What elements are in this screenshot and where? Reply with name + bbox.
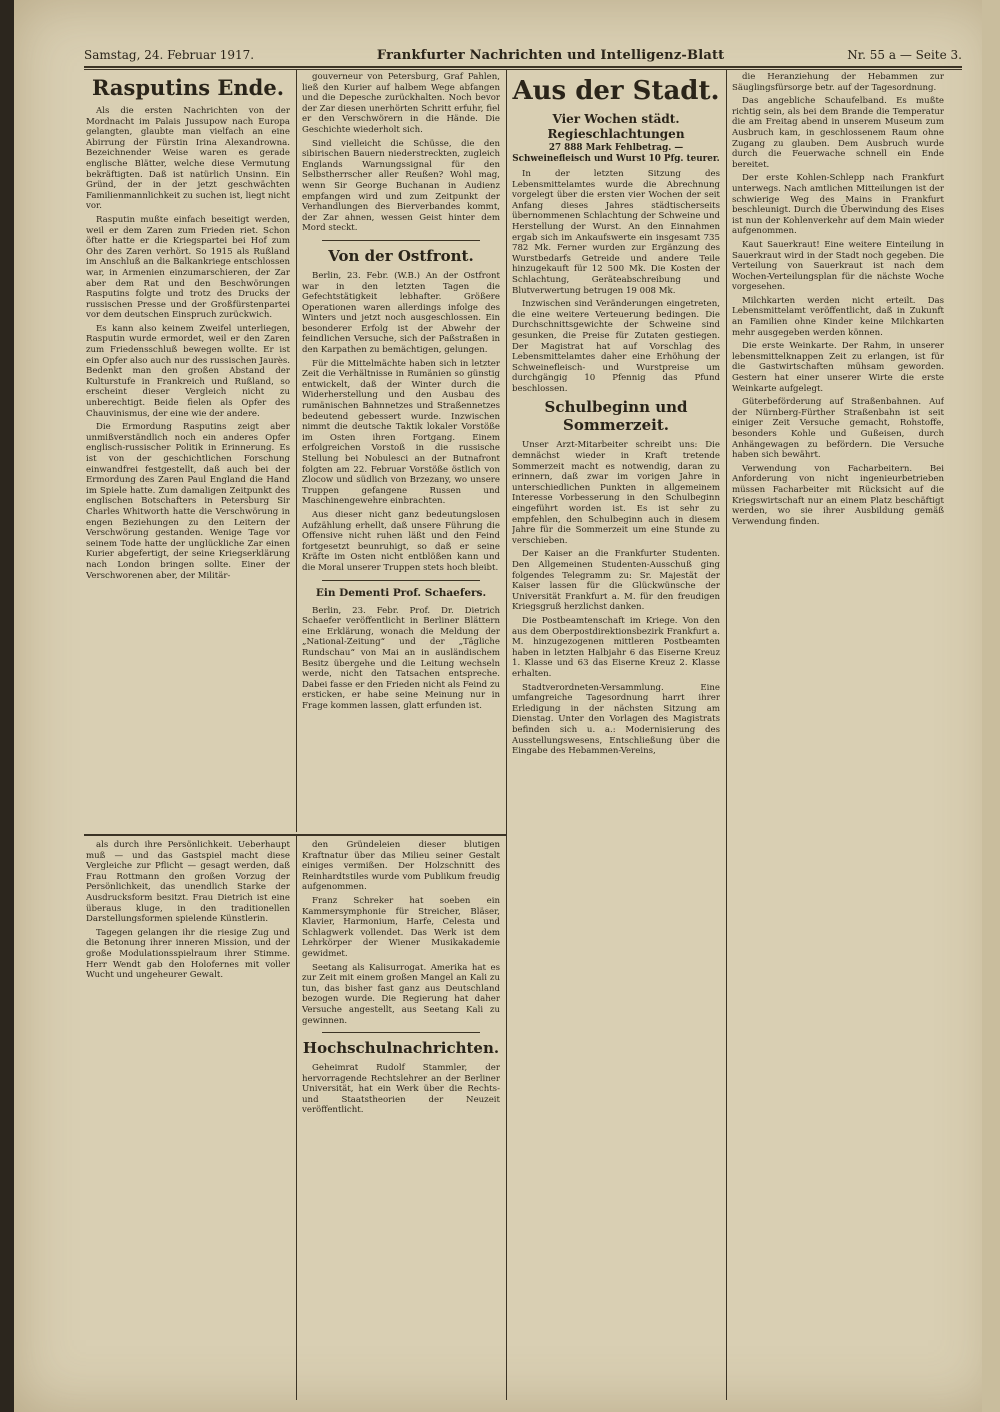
article-paragraph: Rasputin mußte einfach beseitigt werden, weil er dem Zaren zum Frieden riet. Schon öfter hatte er die Kriegspartei bei Hof zum Ohr des Zaren verhört. So 1915 als Rußland im Anschluß an die Balkankriege entschlossen war, in Armenien einzumarschieren, der Zar aber dem Rat und den Beschwörungen Rasputins folgte und trotz des Drucks der russischen Presse und der Großfürstenpartei vor dem deutschen Einspruch zurückwich.: [86, 214, 290, 321]
article-paragraph: Berlin, 23. Febr. Prof. Dr. Dietrich Schaefer veröffentlicht in Berliner Blättern eine Erklärung, wonach die Meldung der „National-Zeitung“ und der „Tägliche Rundschau“ von Mai an in ausländischem Besitz übergehe und die Leitung wechseln werde, nicht den Tatsachen entspreche. Dabei fasse er den Frieden nicht als Feind zu ersticken, er habe seine Meinung nur in Frage kommen lassen, glatt erfunden ist.: [302, 605, 500, 711]
feuilleton-left: [86, 840, 290, 1396]
article-paragraph: Geheimrat Rudolf Stammler, der hervorragende Rechtslehrer an der Berliner Universität, hat ein Werk über die Rechts- und Staatstheorien der Neuzeit veröffentlicht.: [302, 1063, 500, 1116]
feuilleton-right: [302, 840, 500, 1396]
section-separator: [322, 580, 480, 581]
feuilleton-rule: [84, 834, 506, 836]
article-paragraph: die Heranziehung der Hebammen zur Säuglingsfürsorge betr. auf der Tagesordnung.: [732, 72, 944, 93]
article-paragraph: Stadtverordneten-Versammlung. Eine umfangreiche Tagesordnung harrt ihrer Erledigung in der nächsten Sitzung am Dienstag. Unter den Vorlagen des Magistrats befinden sich u. a.: Modernisierung des Ausstellungswesens, Entschließung über die Eingabe des Hebammen-Vereins,: [512, 682, 720, 757]
article-paragraph: Der erste Kohlen-Schlepp nach Frankfurt unterwegs. Nach amtlichen Mitteilungen ist der schwierige Weg des Mains in Frankfurt beschleunigt. Durch die Überwindung des Eises ist nun der Kohlenverkehr auf dem Main wieder aufgenommen.: [732, 173, 944, 237]
book-spine: [0, 0, 14, 1412]
article-title: Hochschulnachrichten.: [302, 1039, 500, 1058]
page-edge: [982, 0, 1000, 1412]
article-paragraph: Kaut Sauerkraut! Eine weitere Einteilung in Sauerkraut wird in der Stadt noch gegeben. Die Verteilung von Sauerkraut ist nach dem Wochen-Verteilungsplan für die nächste Woche vorgesehen.: [732, 239, 944, 293]
article-paragraph: Milchkarten werden nicht erteilt. Das Lebensmittelamt veröffentlicht, daß in Zukunft an Familien ohne Kinder keine Milchkarten mehr ausgegeben werden können.: [732, 295, 944, 338]
page-header: [84, 44, 962, 68]
section-separator: [322, 240, 480, 241]
article-paragraph: Güterbeförderung auf Straßenbahnen. Auf der Nürnberg-Fürther Straßenbahn ist seit einiger Zeit Versuche gemacht, Rohstoffe, besonders Kohle und Gußeisen, durch Anhängewagen zu befördern. Die Versuche haben sich bewährt.: [732, 397, 944, 461]
article-paragraph: Es kann also keinem Zweifel unterliegen, Rasputin wurde ermordet, weil er den Zaren zum Friedensschluß bewegen wollte. Er ist ein Opfer also auch nur des russischen Jaurès. Bedenkt man den großen Abstand der Kulturstufe in Frankreich und Rußland, so erscheint dieser Vergleich nicht zu unberechtigt. Beide fielen als Opfer des Chauvinismus, der eine wie der andere.: [86, 323, 290, 419]
article-title: Ein Dementi Prof. Schaefers.: [315, 586, 487, 599]
article-paragraph: gouverneur von Petersburg, Graf Pahlen, ließ den Kurier auf halbem Wege abfangen und die Depesche zurückhalten. Noch bevor der Zar diesen unerhörten Schritt erfuhr, fiel er den Verschwörern in die Hände. Die Geschichte wiederholt sich.: [302, 72, 500, 135]
article-paragraph: Die Ermordung Rasputins zeigt aber unmißverständlich noch ein anderes Opfer englisch-russischer Politik in Erinnerung. Es ist von der geschichtlichen Forschung einwandfrei festgestellt, daß auch bei der Ermordung des Zaren Paul England die Hand im Spiele hatte. Zum damaligen Zeitpunkt des englischen Botschafters in Petersburg Sir Charles Whitworth hatte die Verschwörung in engen Beziehungen zu den Leitern der Verschwörung gestanden. Wenige Tage vor seinem Tode hatte der unglückliche Zar einen Kurier abgefertigt, der seine Kriegserklärung nach London bringen sollte. Einer der Verschworenen aber, der Militär-: [86, 422, 290, 581]
article-title: Von der Ostfront.: [328, 246, 474, 265]
article-paragraph: Der Kaiser an die Frankfurter Studenten. Den Allgemeinen Studenten-Ausschuß ging folgendes Telegramm zu: Sr. Majestät der Kaiser lassen für die Glückwünsche der Universität Frankfurt a. M. für den freudigen Kriegsgruß herzlichst danken.: [512, 549, 720, 613]
article-paragraph: Tagegen gelangen ihr die riesige Zug und die Betonung ihrer inneren Mission, und der große Modulationsspielraum ihrer Stimme. Herr Wendt gab den Holofernes mit voller Wucht und ungeheurer Gewalt.: [86, 927, 290, 981]
section-title: Aus der Stadt.: [512, 76, 720, 106]
article-paragraph: Für die Mittelmächte haben sich in letzter Zeit die Verhältnisse in Rumänien so günstig entwickelt, daß der Winter durch die Widerherstellung und den Ausbau des rumänischen Bahnnetzes und Straßennetzes bedeutend gebessert wurde. Inzwischen nimmt die deutsche Taktik lokaler Vorstöße im Osten ihren Fortgang. Einem erfolgreichen Vorstoß in die russische Stellung bei Nobulesci an der Butnafront folgten am 22. Februar Vorstöße östlich von Zlocow und südlich von Brzezany, wo unsere Truppen gefangene Russen und Maschinengewehre einbrachten.: [302, 358, 500, 507]
section-aus-der-stadt: [512, 72, 720, 1400]
article-paragraph: Verwendung von Facharbeitern. Bei Anforderung von nicht ingenieurbetrieben müssen Facharbeiter mit Rücksicht auf die Kriegswirtschaft nur an einem Platz beschäftigt werden, wo sie ihrer Ausbildung gemäß Verwendung finden.: [732, 463, 944, 527]
article-paragraph: den Gründeleien dieser blutigen Kraftnatur über das Milieu seiner Gestalt einiges vermißen. Der Holzschnitt des Reinhardtstiles wurde vom Publikum freudig aufgenommen.: [302, 840, 500, 893]
article-title: Rasputins Ende.: [91, 75, 285, 100]
header-paper-name: Frankfurter Nachrichten und Intelligenz-Blatt: [376, 47, 725, 63]
column-divider: [506, 70, 507, 1400]
newspaper-page: [14, 0, 1000, 1412]
article-paragraph: Franz Schreker hat soeben ein Kammersymphonie für Streicher, Bläser, Klavier, Harmonium, Harfe, Celesta und Schlagwerk vollendet. Das Werk ist dem Lehrkörper der Wiener Musikakademie gewidmet.: [302, 895, 500, 959]
article-paragraph: Die erste Weinkarte. Der Rahm, in unserer lebensmittelknappen Zeit zu erlangen, ist für die Gastwirtschaften mühsam geworden. Gestern hat einer unserer Wirte die erste Weinkarte aufgelegt.: [732, 341, 944, 394]
article-subline: 27 888 Mark Fehlbetrag. — Schweinefleisch und Wurst 10 Pfg. teurer.: [512, 143, 720, 164]
article-paragraph: Die Postbeamtenschaft im Kriege. Von den aus dem Oberpostdirektionsbezirk Frankfurt a. M. hinzugezogenen mittleren Postbeamten haben in letzten Halbjahr 6 das Eiserne Kreuz 1. Klasse und 63 das Eiserne Kreuz 2. Klasse erhalten.: [512, 615, 720, 679]
article-paragraph: Als die ersten Nachrichten von der Mordnacht im Palais Jussupow nach Europa gelangten, glaubte man vielfach an eine Abirrung der Fürstin Irina Alexandrowna. Bezeichnender Weise waren es gerade englische Blätter, welche diese Vermutung bekräftigten. Daß ist natürlich Unsinn. Ein Gründ, der in der jetzt geschwächten Familienmannlichkeit zu suchen ist, liegt nicht vor.: [86, 106, 290, 212]
article-paragraph: In der letzten Sitzung des Lebensmittelamtes wurde die Abrechnung vorgelegt über die ersten vier Wochen der seit Anfang dieses Jahres städtischerseits übernommenen Schlachtung der Schweine und Herstellung der Wurst. An den Einnahmen ergab sich im Ankaufswerte ein insgesamt 735 782 Mk. Ferner wurden zur Ergänzung des Wurstbedarfs Getreide und andere Teile hinzugekauft für 12 500 Mk. Die Kosten der Schlachtung, Geräteabschreibung und Blutverwertung betrugen 19 008 Mk.: [512, 169, 720, 296]
article-paragraph: Aus dieser nicht ganz bedeutungslosen Aufzählung erhellt, daß unsere Führung die Offensive nicht ruhen läßt und den Feind fortgesetzt beunruhigt, so daß er seine Kräfte im Osten nicht entblößen kann und die Moral unserer Truppen stets hoch bleibt.: [302, 509, 500, 573]
section-separator: [322, 1032, 480, 1033]
column-divider: [726, 70, 727, 1400]
article-paragraph: Inzwischen sind Veränderungen eingetreten, die eine weitere Verteuerung bedingen. Die Durchschnittsgewichte der Schweine sind gesunken, die Preise für Zutaten gestiegen. Der Magistrat hat auf Vorschlag des Lebensmittelamtes daher eine Erhöhung der Schweinefleisch- und Wurstpreise um durchgängig 10 Pfennig das Pfund beschlossen.: [512, 299, 720, 394]
column-two: [302, 72, 500, 830]
column-four: [732, 72, 944, 1400]
article-paragraph: Das angebliche Schaufelband. Es mußte richtig sein, als bei dem Brande die Temperatur die am Freitag abend in unserem Museum zum Ausbruch kam, in geschlossenem Raum ohne Zugang zu glauben. Dem Ausbruch wurde durch die Feuerwache schnell ein Ende bereitet.: [732, 96, 944, 170]
article-title: Schulbeginn und Sommerzeit.: [544, 398, 688, 435]
header-date: Samstag, 24. Februar 1917.: [84, 48, 255, 62]
header-rule: [84, 69, 962, 70]
column-divider: [296, 70, 297, 832]
article-subtitle: Vier Wochen städt. Regieschlachtungen: [547, 112, 685, 141]
article-paragraph: als durch ihre Persönlichkeit. Ueberhaupt muß — und das Gastspiel macht diese Vergleiche zur Pflicht — gesagt werden, daß Frau Rottmann den großen Vorzug der Persönlichkeit, das unendlich Starke der Ausdrucksform besitzt. Frau Dietrich ist eine überaus kluge, in den traditionellen Darstellungsformen spielende Künstlerin.: [86, 840, 290, 925]
article-rasputins-ende: [86, 72, 290, 830]
article-paragraph: Unser Arzt-Mitarbeiter schreibt uns: Die demnächst wieder in Kraft tretende Sommerzeit macht es notwendig, daran zu erinnern, daß zwar im vorigen Jahre in unterschiedlichen Punkten in allgemeinem Interesse Vorbesserung in den Schulbeginn eingeführt worden ist. Es ist sehr zu empfehlen, den Schulbeginn auch in diesem Jahre für die Sommerzeit um eine Stunde zu verschieben.: [512, 440, 720, 546]
column-divider: [296, 836, 297, 1400]
article-paragraph: Seetang als Kalisurrogat. Amerika hat es zur Zeit mit einem großen Mangel an Kali zu tun, das bisher fast ganz aus Deutschland bezogen wurde. Die Regierung hat daher Versuche angestellt, aus Seetang Kali zu gewinnen.: [302, 962, 500, 1026]
header-page-number: Nr. 55 a — Seite 3.: [847, 48, 962, 62]
article-paragraph: Berlin, 23. Febr. (W.B.) An der Ostfront war in den letzten Tagen die Gefechtstätigkeit lebhafter. Größere Operationen waren allerdings infolge des Winters und jetzt noch ausgeschlossen. Ein besonderer Erfolg ist der Abwehr der feindlichen Versuche, sich der Paßstraßen in den Karpathen zu bemächtigen, gelungen.: [302, 270, 500, 356]
article-paragraph: Sind vielleicht die Schüsse, die den sibirischen Bauern niederstreckten, zugleich Englands Warnungssignal für den Selbstherrscher aller Reußen? Wohl mag, wenn Sir George Buchanan in Audienz empfangen wird und zum Zeitpunkt der Verhandlungen des Bierverbandes kommt, der Zar ahnen, wessen Geist hinter dem Mord steckt.: [302, 138, 500, 234]
